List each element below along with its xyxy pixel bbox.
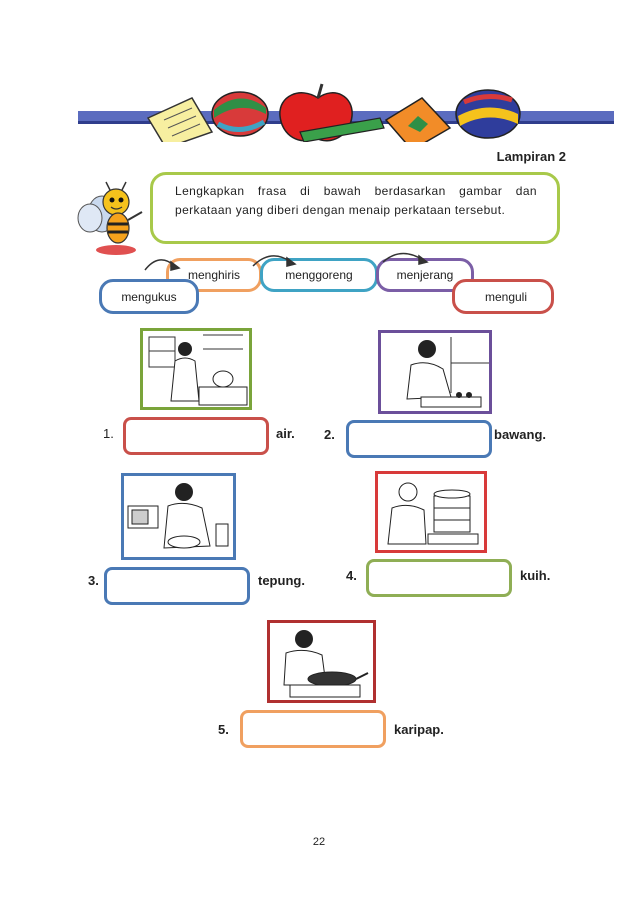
picture-slicing-onion — [378, 330, 492, 414]
word-menghiris: menghiris — [166, 258, 262, 292]
picture-frying-karipap — [267, 620, 376, 703]
question-5-suffix: karipap. — [394, 722, 444, 737]
curved-arrows — [135, 248, 495, 276]
woman-steamer-illustration — [378, 474, 484, 550]
word-mengukus: mengukus — [99, 279, 199, 314]
page-number: 22 — [312, 836, 326, 848]
picture-kneading-dough — [121, 473, 236, 560]
instruction-text: Lengkapkan frasa di bawah berdasarkan gambar dan perkataan yang diberi dengan menaip perkataan tersebut. — [175, 184, 537, 217]
paper-note-icon — [148, 98, 212, 142]
globe-icon — [456, 90, 520, 138]
question-4-number: 4. — [346, 568, 357, 583]
question-3-number: 3. — [88, 573, 99, 588]
banner-clipart — [130, 80, 530, 142]
woman-slicing-illustration — [381, 333, 489, 411]
picture-boiling-water — [140, 328, 252, 410]
answer-box-2[interactable] — [346, 420, 492, 458]
bee-mascot-icon — [72, 180, 152, 258]
ball-icon — [212, 92, 268, 136]
lampiran-label: Lampiran 2 — [496, 149, 566, 164]
woman-kneading-illustration — [124, 476, 233, 557]
answer-box-3[interactable] — [104, 567, 250, 605]
question-4-suffix: kuih. — [520, 568, 551, 583]
question-2-suffix: bawang. — [494, 427, 547, 442]
word-menggoreng: menggoreng — [260, 258, 378, 292]
woman-kettle-illustration — [143, 331, 249, 407]
question-1-number: 1. — [103, 426, 114, 441]
question-5-number: 5. — [218, 722, 229, 737]
word-menjerang: menjerang — [376, 258, 474, 292]
answer-box-5[interactable] — [240, 710, 386, 748]
question-2-number: 2. — [324, 427, 335, 442]
picture-steaming-kuih — [375, 471, 487, 553]
answer-box-1[interactable] — [123, 417, 269, 455]
leaf-card-icon — [386, 98, 450, 142]
curved-arrow-icon — [145, 253, 427, 270]
question-3-suffix: tepung. — [258, 573, 305, 588]
question-1-suffix: air. — [276, 426, 295, 441]
woman-frying-illustration — [270, 623, 373, 700]
answer-box-4[interactable] — [366, 559, 512, 597]
word-menguli: menguli — [452, 279, 554, 314]
